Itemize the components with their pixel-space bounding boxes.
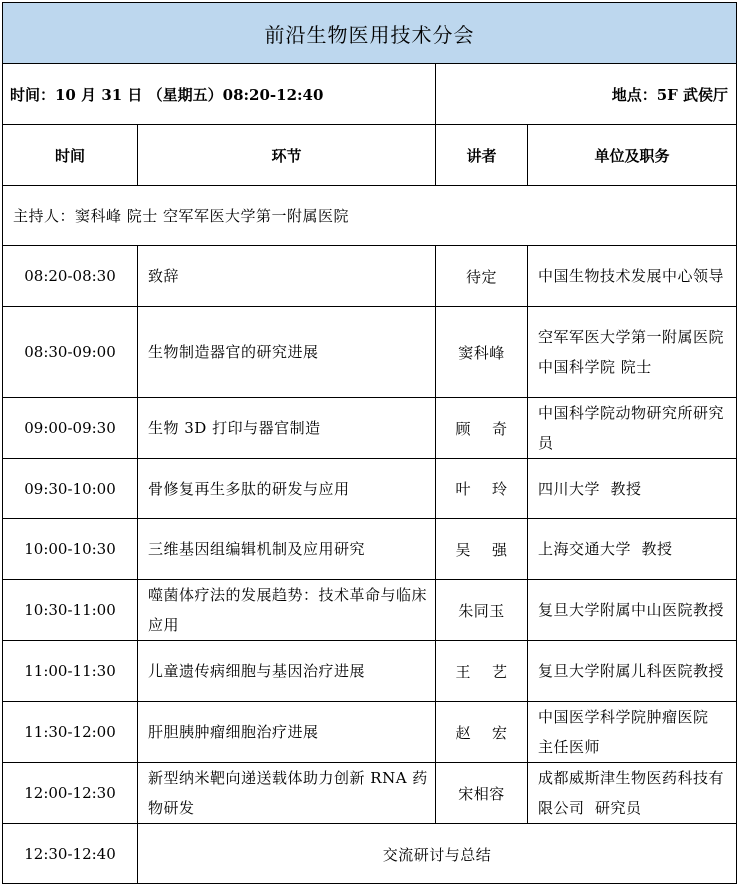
row-unit: 成都威斯津生物医药科技有限公司 研究员 xyxy=(538,769,725,817)
row-speaker: 王 艺 xyxy=(455,662,508,681)
row-time: 08:20-08:30 xyxy=(24,267,116,285)
row-segment: 肝胆胰肿瘤细胞治疗进展 xyxy=(148,723,319,741)
row-time: 10:00-10:30 xyxy=(24,540,116,558)
row-speaker: 吴 强 xyxy=(455,540,508,559)
row-time: 09:00-09:30 xyxy=(24,419,116,437)
row-time: 09:30-10:00 xyxy=(24,479,116,498)
row-time: 11:30-12:00 xyxy=(24,723,116,741)
row-unit: 中国医学科学院肿瘤医院 主任医师 xyxy=(538,708,720,756)
session-time: 时间：10 月 31 日 （星期五）08:20-12:40 xyxy=(10,85,324,104)
row-speaker: 待定 xyxy=(465,267,497,286)
row-segment: 骨修复再生多肽的研发与应用 xyxy=(148,479,350,498)
row-speaker: 叶 玲 xyxy=(455,480,508,498)
row-time: 10:30-11:00 xyxy=(24,601,116,619)
row-unit: 空军军医大学第一附属医院 中国科学院 院士 xyxy=(538,328,725,376)
host-line: 主持人：窦科峰 院士 空军军医大学第一附属医院 xyxy=(13,207,350,225)
row-unit: 复旦大学附属中山医院教授 xyxy=(538,601,725,619)
row-speaker: 宋相容 xyxy=(458,784,505,803)
row-unit: 四川大学 教授 xyxy=(538,479,642,498)
row-segment: 新型纳米靶向递送载体助力创新 RNA 药物研发 xyxy=(148,769,428,817)
row-segment: 三维基因组编辑机制及应用研究 xyxy=(148,540,366,558)
page-title: 前沿生物医用技术分会 xyxy=(3,3,736,63)
row-unit: 复旦大学附属儿科医院教授 xyxy=(538,662,725,680)
closing-text: 交流研讨与总结 xyxy=(382,845,492,864)
row-speaker: 顾 奇 xyxy=(455,419,508,438)
row-speaker: 赵 宏 xyxy=(455,723,508,742)
header-unit: 单位及职务 xyxy=(594,146,670,165)
row-segment: 生物 3D 打印与器官制造 xyxy=(148,419,321,437)
row-segment: 致辞 xyxy=(148,267,180,285)
row-time: 12:00-12:30 xyxy=(24,784,116,802)
row-unit: 中国科学院动物研究所研究员 xyxy=(538,404,725,452)
session-location: 地点：5F 武侯厅 xyxy=(611,85,728,104)
row-time: 11:00-11:30 xyxy=(24,662,116,680)
row-time: 08:30-09:00 xyxy=(24,343,116,361)
row-speaker: 窦科峰 xyxy=(458,343,505,362)
closing-time: 12:30-12:40 xyxy=(24,845,116,863)
header-speaker: 讲者 xyxy=(466,146,497,165)
header-time: 时间 xyxy=(54,146,85,165)
row-segment: 噬菌体疗法的发展趋势：技术革命与临床应用 xyxy=(148,586,428,634)
row-unit: 上海交通大学 教授 xyxy=(538,540,673,558)
row-unit: 中国生物技术发展中心领导 xyxy=(538,267,725,285)
row-speaker: 朱同玉 xyxy=(458,601,505,620)
row-segment: 生物制造器官的研究进展 xyxy=(148,343,319,361)
row-segment: 儿童遗传病细胞与基因治疗进展 xyxy=(148,662,366,680)
header-segment: 环节 xyxy=(271,146,302,165)
